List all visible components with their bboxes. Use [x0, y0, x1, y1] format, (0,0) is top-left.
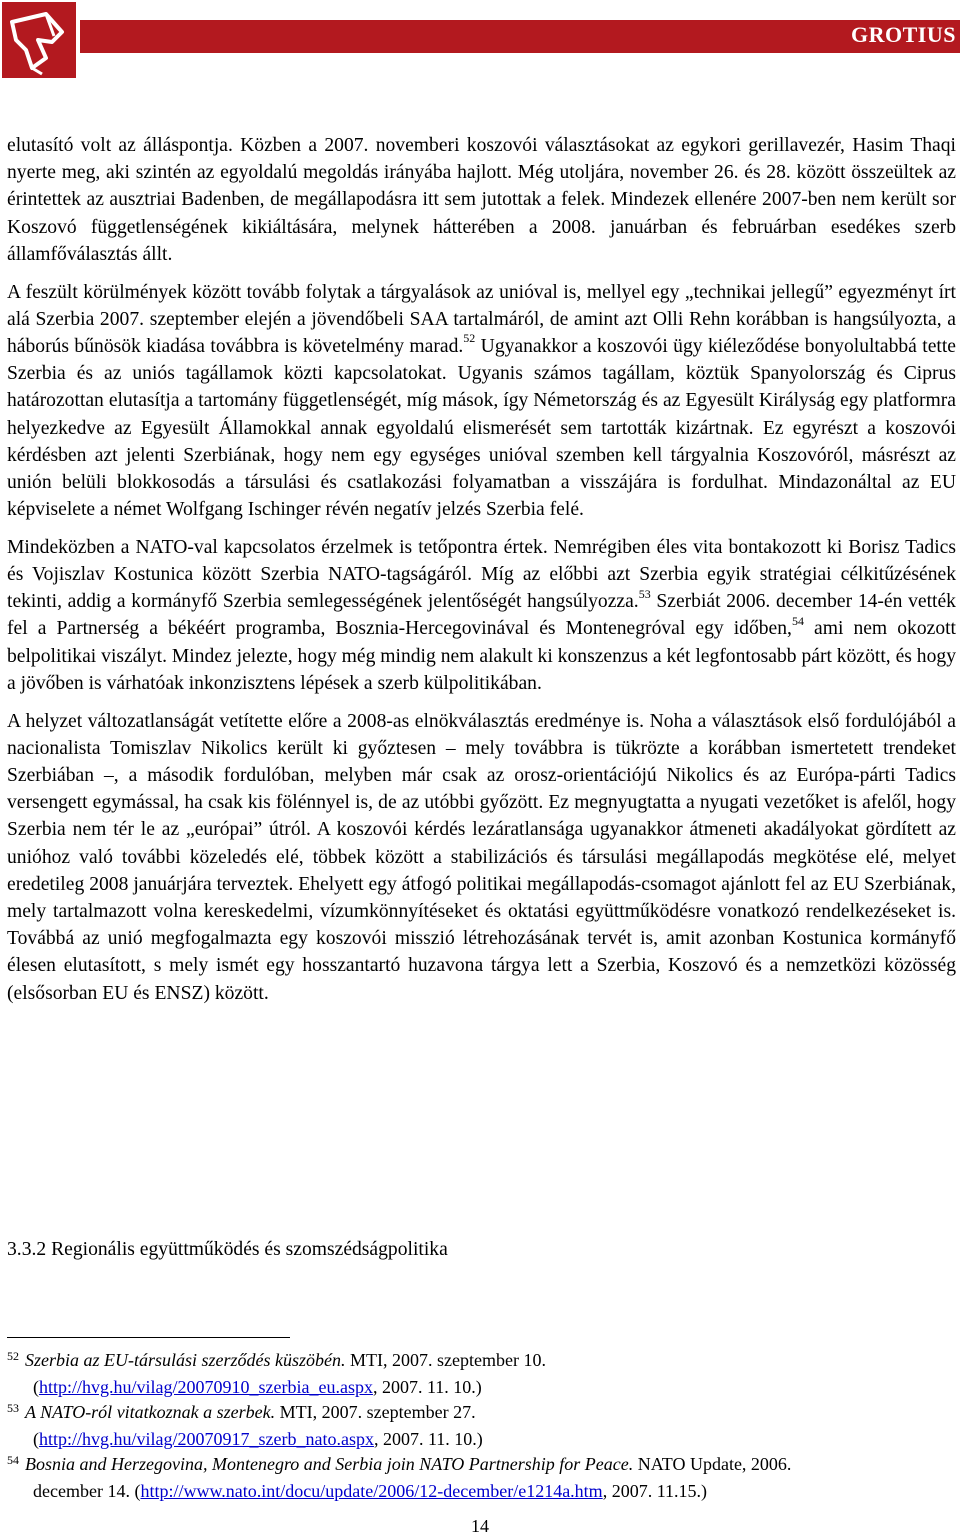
footnote-text: , 2007. 11. 10.) [373, 1429, 483, 1449]
footnote-text: , 2007. 11.15.) [602, 1481, 708, 1501]
footnote-divider [7, 1337, 290, 1338]
footnote-ref[interactable]: 52 [463, 331, 476, 346]
paragraph-text: elutasító volt az álláspontja. Közben a 2007. novemberi koszovói választásokat az egykori gerillavezér, Hasim Thaqi nyerte meg, aki szintén az egyoldalú megoldás irányába hajlott. Még utoljára, november 26. és 28. között összeültek az érintettek az ausztriai Badenben, de megállapodásra itt sem jutottak a felek. Mindezek ellenére 2007-ben nem került sor Koszovó függetlenségének kikiáltására, melynek hátterében a 2008. januárban és februárban esedékes szerb államfőválasztás állt. [7, 135, 956, 265]
footnote-text: , 2007. 11. 10.) [372, 1377, 482, 1397]
paragraph [7, 279, 956, 524]
paragraph-text: A feszült körülmények között tovább folytak a tárgyalások az unióval is, mellyel egy „technikai jellegű” egyezményt írt alá Szerbia 2007. szeptember elején a jövendőbeli SAA tartalmáról, de amint azt Olli Rehn korábban is hangsúlyozta, a háborús bűnösök kiadása továbbra is követelmény marad. [7, 281, 956, 357]
footnote-ref[interactable]: 53 [638, 586, 651, 601]
footnote-source: MTI, 2007. szeptember 10. [345, 1350, 546, 1370]
footnote-text: ( [33, 1377, 39, 1397]
footnote-title: A NATO-ról vitatkoznak a szerbek. [25, 1402, 276, 1422]
footnotes [7, 1348, 956, 1504]
footnote-number: 52 [7, 1349, 19, 1363]
footnote-line [7, 1427, 956, 1452]
paragraph [7, 132, 956, 268]
paragraph-text: A helyzet változatlanságát vetítette előre a 2008-as elnökválasztás eredménye is. Noha a választások első fordulójából a nacionalista Tomiszlav Nikolics került ki győztesen – mely továbbra is tükrözte a korábban ismertetett trendeket Szerbiában –, a második fordulóban, melyben már csak az orosz-orientációjú Nikolics és az Európa-párti Tadics versengett egymással, ha csak kis fölénnyel is, de az utóbbi győzött. Ez megnyugtatta a nyugati vezetőket is afelől, hogy Szerbia nem tér le az „európai” útról. A koszovói kérdés lezáratlansága ugyanakkor átmeneti akadályokat gördített az unióhoz való további közeledés elé, többek között a stabilizációs és társulási megállapodás megkötése elé, melyet eredetileg 2008 januárjára terveztek. Ehelyett egy átfogó politikai megállapodás-csomagot ajánlott fel az EU Szerbiának, mely tartalmazott volna kereskedelmi, vízumkönnyítéseket és oktatási együttműködésre vonatkozó rendelkezéseket is. Továbbá az unió megfogalmazta egy koszovói misszió létrehozásának tervét is, amit azonban Kostunica kormányfő élesen elutasított, s mely ismét egy hosszantartó huzavona tárgya lett a Szerbia, Koszovó és a nemzetközi közösség (elsősorban EU és ENSZ) között. [7, 710, 956, 1004]
paragraph [7, 708, 956, 1007]
footnote-text: ( [33, 1429, 39, 1449]
footnote-link[interactable]: http://hvg.hu/vilag/20070917_szerb_nato.aspx [39, 1429, 374, 1449]
paragraph-text: ami nem okozott belpolitikai viszályt. Mindez jelezte, hogy még mindig nem alakult ki konszenzus a két legfontosabb párt között, és hogy a jövőben is várhatóak inkonzisztens lépések a szerb külpolitikában. [7, 618, 957, 694]
article-body [7, 132, 956, 1017]
page-number: 14 [471, 1516, 489, 1536]
footnote-source: MTI, 2007. szeptember 27. [275, 1402, 476, 1422]
footnote-line [7, 1452, 956, 1479]
footnote-link[interactable]: http://hvg.hu/vilag/20070910_szerbia_eu.aspx [39, 1377, 373, 1397]
footnote-source: NATO Update, 2006. [633, 1454, 792, 1474]
footnote-line [7, 1348, 956, 1375]
paragraph-text: Szerbiát 2006. december 14-én vették fel a Partnerség a békéért programba, Bosznia-Hercegovinával és Montenegróval egy időben, [7, 591, 956, 640]
footnote-item [7, 1400, 956, 1452]
owl-cap-icon [2, 2, 76, 78]
page-header [0, 0, 960, 80]
footnote-title: Bosnia and Herzegovina, Montenegro and Serbia join NATO Partnership for Peace. [25, 1454, 634, 1474]
footnote-link[interactable]: http://www.nato.int/docu/update/2006/12-december/e1214a.htm [140, 1481, 603, 1501]
paragraph-text: Mindeközben a NATO-val kapcsolatos érzelmek is tetőpontra értek. Nemrégiben éles vita bontakozott ki Borisz Tadics és Vojiszlav Kostunica között Szerbia NATO-tagságáról. Míg az előbbi azt Szerbia egyik stratégiai célkitűzésének tekinti, addig a kormányfő Szerbia semlegességének jelentőségét hangsúlyozza. [7, 536, 956, 613]
paragraph-text: Ugyanakkor a koszovói ügy kiéleződése bonyolultabbá tette Szerbia és az uniós tagállamok közti kapcsolatokat. Ugyanis számos tagállam, köztük Spanyolország és Ciprus határozottan elutasítja a tartomány függetlenségét, míg mások, így Németország és az Egyesült Királyság egy platformra helyezkedve az Egyesült Államokkal annak egyoldalú elismerését sem tartották kizártnak. Ez egyrészt a koszovói kérdésben azt jelenti Szerbiának, hogy nem egy egységes unióval szemben kell tárgyalnia Koszovóról, másrészt az unión belüli blokkosodás a társulási és csatlakozási folyamatban a visszájára is fordulhat. Mindazonáltal az EU képviselete a német Wolfgang Ischinger révén negatív jelzés Szerbia felé. [7, 335, 956, 521]
footnote-ref[interactable]: 54 [791, 613, 804, 628]
footnote-item [7, 1452, 956, 1504]
section-heading: 3.3.2 Regionális együttműködés és szomszédságpolitika [7, 1239, 448, 1260]
paragraph [7, 534, 956, 697]
footnote-title: Szerbia az EU-társulási szerződés küszöbén. [25, 1350, 346, 1370]
footnote-item [7, 1348, 956, 1400]
footnote-text: december 14. ( [33, 1481, 141, 1501]
footnote-line [7, 1479, 956, 1504]
brand-title: GROTIUS [851, 22, 956, 47]
footnote-line [7, 1375, 956, 1400]
grotius-logo [2, 2, 76, 78]
footnote-number: 54 [7, 1453, 19, 1467]
header-bar [80, 20, 960, 53]
footnote-line [7, 1400, 956, 1427]
footnote-number: 53 [7, 1401, 19, 1415]
